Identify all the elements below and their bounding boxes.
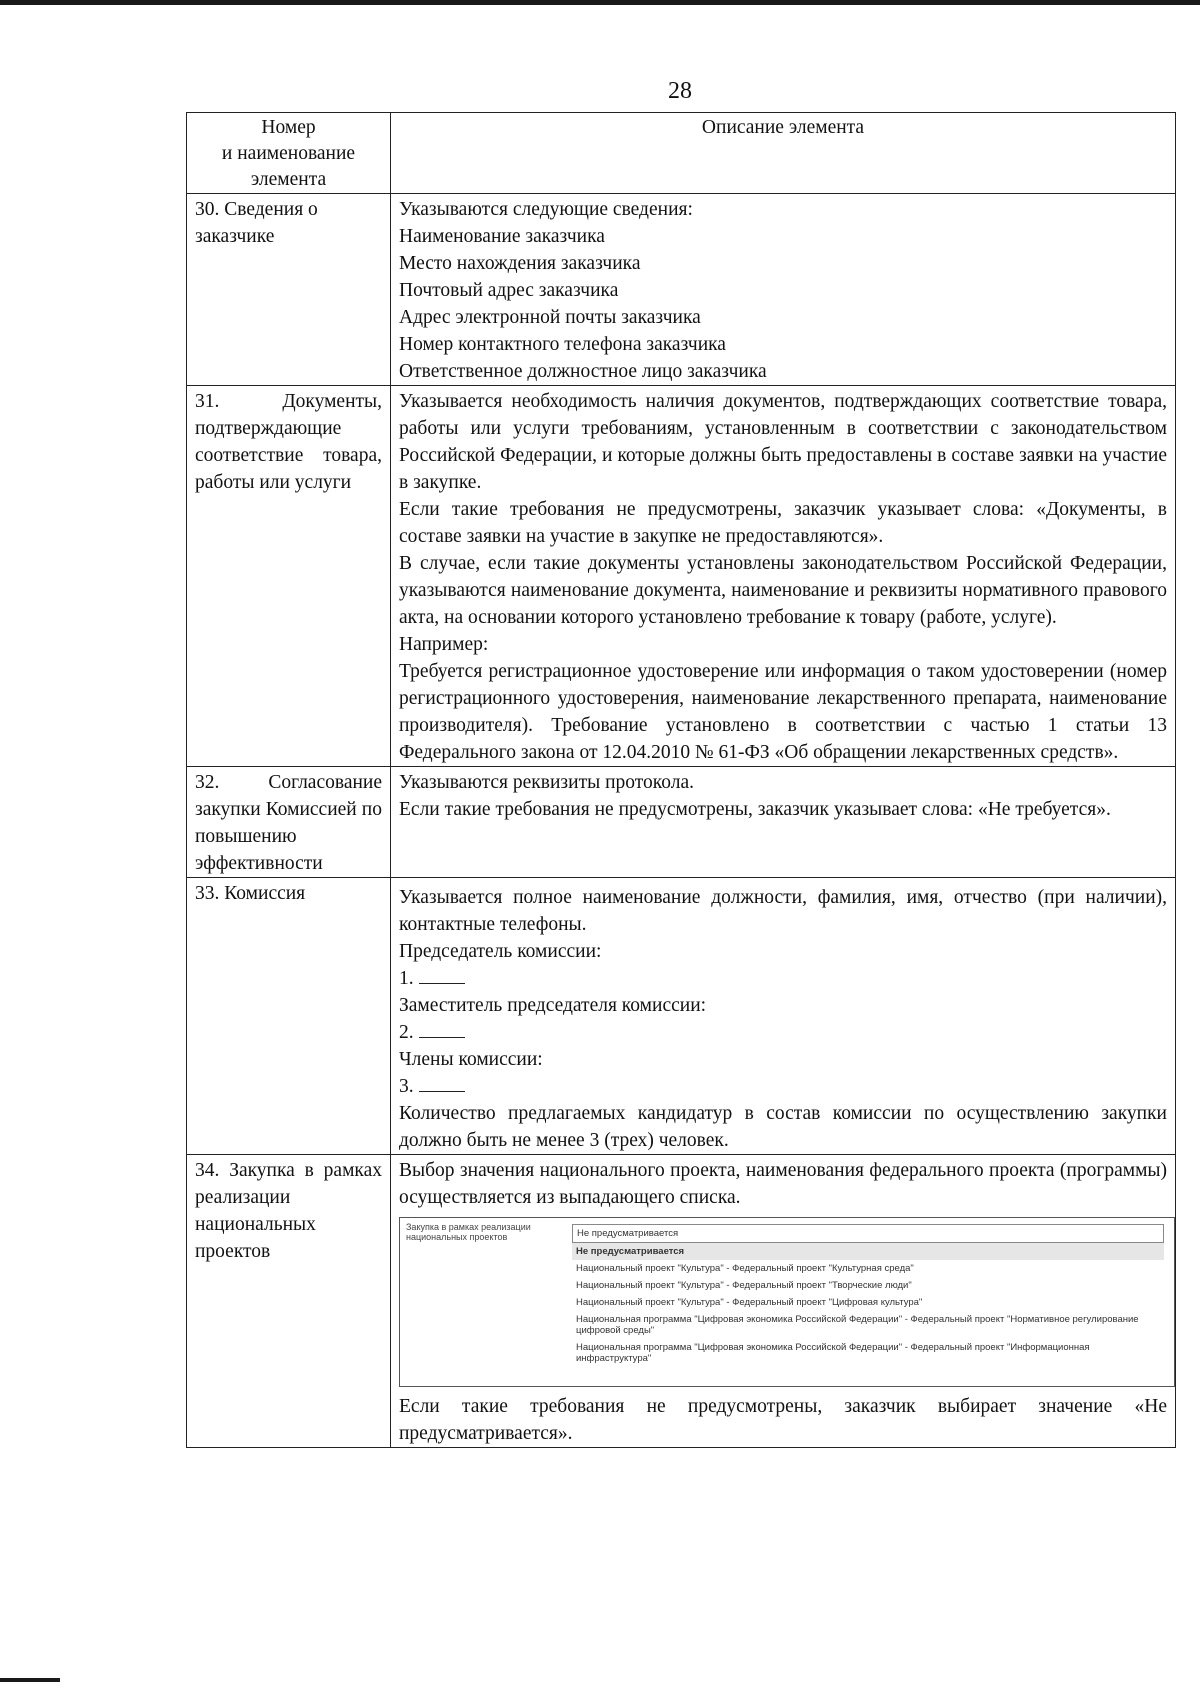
elements-table	[186, 112, 1176, 1448]
dropdown-selected-value[interactable]: Не предусматривается	[572, 1224, 1164, 1243]
dropdown-option[interactable]: Национальный проект "Культура" - Федеральный проект "Творческие люди"	[576, 1280, 912, 1291]
national-project-dropdown-screenshot	[399, 1217, 1175, 1387]
scan-edge-top	[0, 0, 1200, 5]
blank-line	[419, 965, 465, 984]
header-element-description: Описание элемента	[391, 113, 1176, 194]
table-row	[187, 386, 1176, 767]
element-description: Указывается полное наименование должности, фамилия, имя, отчество (при наличии), контактные телефоны. Председатель комиссии: 1. Заместитель председателя комиссии: 2. Члены комиссии: 3. Количество предлагаемых кандидатур в состав комиссии по осуществлению закупки должно быть не менее 3 (трех) человек.	[391, 878, 1176, 1155]
element-name: 31. Документы, подтверждающие соответствие товара, работы или услуги	[187, 386, 391, 767]
element-description: Выбор значения национального проекта, наименования федерального проекта (программы) осуществляется из выпадающего списка. Закупка в рамках реализации национальных проектов Не предусматривается Не предусматривается Национальный проект "Культура" - Федеральный проект "Культурная среда" Национальный проект "Культура" - Федеральный проект "Творческие люди" Национальный проект "Культура" - Федеральный проект "Цифровая культура" Национальная программа "Цифровая экономика Российской Федерации" - Федеральный проект "Нормативное регулирование цифровой среды" Национальная программа "Цифровая экономика Российской Федерации" - Федеральный проект "Информационная инфраструктура" Если такие требования не предусмотрены, заказчик выбирает значение «Не предусматривается».	[391, 1155, 1176, 1448]
scan-edge-bottom	[0, 1678, 60, 1682]
element-name: 34. Закупка в рамках реализации национальных проектов	[187, 1155, 391, 1448]
table-row	[187, 194, 1176, 386]
dropdown-option[interactable]: Национальная программа "Цифровая экономика Российской Федерации" - Федеральный проект "Информационная инфраструктура"	[576, 1342, 1090, 1364]
table-row	[187, 1155, 1176, 1448]
table-row	[187, 767, 1176, 878]
dropdown-option[interactable]: Национальный проект "Культура" - Федеральный проект "Культурная среда"	[576, 1263, 914, 1274]
element-name: 33. Комиссия	[187, 878, 391, 1155]
dropdown-options-list	[572, 1224, 1164, 1367]
element-description: Указывается необходимость наличия документов, подтверждающих соответствие товара, работы или услуги требованиям, установленным в соответствии с законодательством Российской Федерации, и которые должны быть предоставлены в составе заявки на участие в закупке. Если такие требования не предусмотрены, заказчик указывает слова: «Документы, в составе заявки на участие в закупке не предоставляются». В случае, если такие документы установлены законодательством Российской Федерации, указываются наименование документа, наименование и реквизиты нормативного правового акта, на основании которого установлено требование к товару (работе, услуге). Например: Требуется регистрационное удостоверение или информация о таком удостоверении (номер регистрационного удостоверения, наименование лекарственного препарата, наименование производителя). Требование установлено в соответствии с частью 1 статьи 13 Федерального закона от 12.04.2010 № 61-ФЗ «Об обращении лекарственных средств».	[391, 386, 1176, 767]
blank-line	[419, 1073, 465, 1092]
page-number: 28	[668, 78, 692, 104]
dropdown-option[interactable]: Национальный проект "Культура" - Федеральный проект "Цифровая культура"	[576, 1297, 923, 1308]
element-description: Указываются следующие сведения: Наименование заказчика Место нахождения заказчика Почтовый адрес заказчика Адрес электронной почты заказчика Номер контактного телефона заказчика Ответственное должностное лицо заказчика	[391, 194, 1176, 386]
table-header-row	[187, 113, 1176, 194]
header-element-number: Номер и наименование элемента	[187, 113, 391, 194]
dropdown-option[interactable]: Национальная программа "Цифровая экономика Российской Федерации" - Федеральный проект "Нормативное регулирование цифровой среды"	[576, 1314, 1139, 1336]
element-name: 30. Сведения о заказчике	[187, 194, 391, 386]
blank-line	[419, 1019, 465, 1038]
element-description: Указываются реквизиты протокола. Если такие требования не предусмотрены, заказчик указывает слова: «Не требуется».	[391, 767, 1176, 878]
dropdown-option[interactable]: Не предусматривается	[572, 1243, 1164, 1260]
dropdown-field-label: Закупка в рамках реализации национальных проектов	[406, 1222, 531, 1242]
table-row	[187, 878, 1176, 1155]
element-name: 32. Согласование закупки Комиссией по повышению эффективности	[187, 767, 391, 878]
